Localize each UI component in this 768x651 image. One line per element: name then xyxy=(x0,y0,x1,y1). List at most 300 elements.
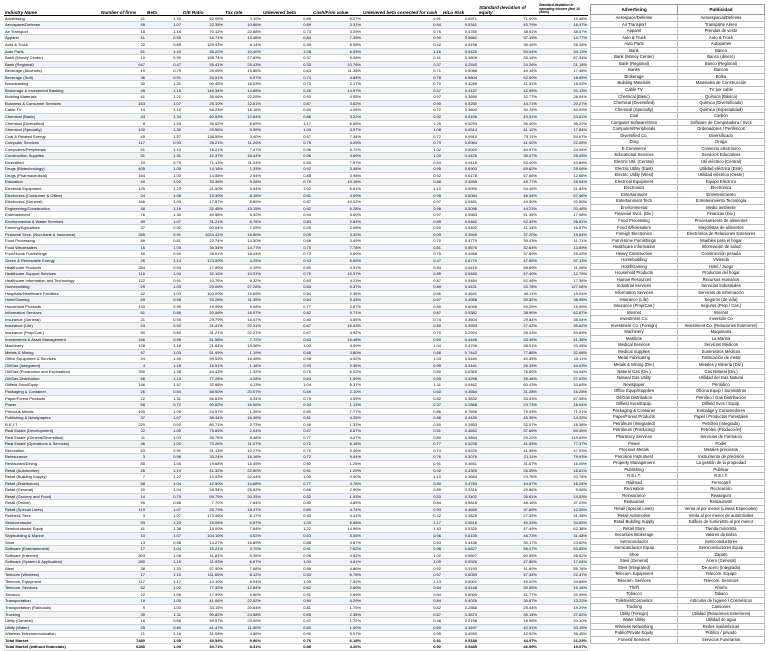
cell-hilo-risk[interactable]: 0.5616 xyxy=(442,519,478,526)
cell-industry[interactable]: Telecom (Wireless) xyxy=(4,572,100,579)
translation-cell-english[interactable]: Information Services xyxy=(591,289,678,296)
cell-unlevered-beta-cash[interactable]: 0.95 xyxy=(362,192,442,199)
translation-cell-spanish[interactable]: Ordenadores / Periféricos xyxy=(678,126,765,133)
translation-cell-spanish[interactable]: Ahorro xyxy=(678,584,765,591)
translation-cell-english[interactable]: Human Resources xyxy=(591,276,678,283)
cell-tax-rate[interactable]: 8.48% xyxy=(224,434,262,441)
cell-sd-opinc[interactable]: 16.09% xyxy=(538,460,588,467)
cell-industry[interactable]: Telecom. Equipment xyxy=(4,578,100,585)
cell-tax-rate[interactable]: 18.16% xyxy=(224,107,262,114)
cell-de-ratio[interactable]: 24.51% xyxy=(182,74,224,81)
cell-tax-rate[interactable]: 11.07% xyxy=(224,441,262,448)
cell-hilo-risk[interactable]: 0.5420 xyxy=(442,48,478,55)
cell-sd-opinc[interactable]: 20.45% xyxy=(538,343,588,350)
cell-hilo-risk[interactable]: 0.2868 xyxy=(442,605,478,612)
cell-industry[interactable]: Drugs (Biotechnology) xyxy=(4,166,100,173)
cell-hilo-risk[interactable]: 0.6000 xyxy=(442,146,478,153)
cell-sd-opinc[interactable]: 34.68% xyxy=(538,578,588,585)
translation-cell-english[interactable]: Retail Automotive xyxy=(591,512,678,519)
translation-cell-spanish[interactable]: Servicios Funerarios xyxy=(678,636,765,643)
cell-cash-firm-value[interactable]: 1.00% xyxy=(312,624,362,631)
cell-hilo-risk[interactable]: 0.6514 xyxy=(442,127,478,134)
translation-cell-english[interactable]: Electrical Equipment xyxy=(591,178,678,185)
cell-firms[interactable]: 10 xyxy=(100,532,146,539)
cell-firms[interactable]: 164 xyxy=(100,172,146,179)
cell-firms[interactable]: 40 xyxy=(100,179,146,186)
cell-cash-firm-value[interactable]: 7.77% xyxy=(312,408,362,415)
translation-cell-english[interactable]: Retail (Special Lines) xyxy=(591,506,678,513)
translation-cell-english[interactable]: Medical Services xyxy=(591,342,678,349)
cell-industry[interactable]: Investments & Asset Management xyxy=(4,336,100,343)
cell-cash-firm-value[interactable]: 7.62% xyxy=(312,546,362,553)
cell-unlevered-beta-cash[interactable]: 0.56 xyxy=(362,532,442,539)
cell-unlevered-beta-cash[interactable]: 0.94 xyxy=(362,22,442,29)
cell-de-ratio[interactable]: 19.39% xyxy=(182,192,224,199)
cell-cash-firm-value[interactable]: 6.28% xyxy=(312,205,362,212)
cell-industry[interactable]: Food Processing xyxy=(4,238,100,245)
cell-unlevered-beta-cash[interactable]: 1.17 xyxy=(362,519,442,526)
cell-cash-firm-value[interactable]: 3.47% xyxy=(312,434,362,441)
cell-firms[interactable]: 24 xyxy=(100,356,146,363)
cell-sd-opinc[interactable]: 20.13% xyxy=(538,87,588,94)
cell-sd-opinc[interactable]: 54.67% xyxy=(538,133,588,140)
cell-sd-opinc[interactable]: 12.66% xyxy=(538,172,588,179)
cell-tax-rate[interactable]: 4.28% xyxy=(224,375,262,382)
cell-de-ratio[interactable]: 29.05% xyxy=(182,68,224,75)
cell-cash-firm-value[interactable]: 6.02% xyxy=(312,369,362,376)
cell-beta[interactable]: 1.17 xyxy=(146,578,182,585)
translation-cell-spanish[interactable]: Artículos de higiene / Cosméticos xyxy=(678,597,765,604)
cell-tax-rate[interactable]: 5.92% xyxy=(224,212,262,219)
cell-de-ratio[interactable]: 31.13% xyxy=(182,447,224,454)
cell-beta[interactable]: 1.13 xyxy=(146,375,182,382)
cell-unlevered-beta[interactable]: 0.81 xyxy=(262,415,312,422)
cell-hilo-risk[interactable]: 0.3402 xyxy=(442,493,478,500)
cell-unlevered-beta-cash[interactable]: 1.02 xyxy=(362,552,442,559)
cell-industry[interactable]: Total Market xyxy=(4,637,100,644)
cell-beta[interactable]: 1.18 xyxy=(146,343,182,350)
cell-sd-opinc[interactable]: 14.77% xyxy=(538,35,588,42)
cell-industry[interactable]: Brokerage & Investment Banking xyxy=(4,87,100,94)
translation-cell-english[interactable]: Precious Metals xyxy=(591,447,678,454)
cell-de-ratio[interactable]: 41.32% xyxy=(182,467,224,474)
cell-sd-equity[interactable]: 26.33% xyxy=(478,362,538,369)
cell-hilo-risk[interactable]: 0.5480 xyxy=(442,271,478,278)
translation-cell-english[interactable]: Air Transport xyxy=(591,21,678,28)
cell-unlevered-beta-cash[interactable]: 0.95 xyxy=(362,166,442,173)
cell-de-ratio[interactable]: 15.21% xyxy=(182,546,224,553)
cell-de-ratio[interactable]: 111.65% xyxy=(182,572,224,579)
cell-tax-rate[interactable]: 6.04% xyxy=(224,578,262,585)
cell-tax-rate[interactable]: 6.87% xyxy=(224,519,262,526)
cell-industry[interactable]: Trucking xyxy=(4,611,100,618)
cell-industry[interactable]: Oilfield Svcs/Equip. xyxy=(4,382,100,389)
cell-cash-firm-value[interactable]: 7.97% xyxy=(312,159,362,166)
cell-unlevered-beta-cash[interactable]: 0.74 xyxy=(362,447,442,454)
cell-firms[interactable]: 146 xyxy=(100,382,146,389)
cell-sd-opinc[interactable]: 28.04% xyxy=(538,94,588,101)
cell-sd-opinc[interactable]: 77.37% xyxy=(538,441,588,448)
cell-tax-rate[interactable]: 27.89% xyxy=(224,55,262,62)
cell-unlevered-beta-cash[interactable]: 0.37 xyxy=(362,61,442,68)
cell-hilo-risk[interactable]: 0.5482 xyxy=(442,218,478,225)
cell-unlevered-beta[interactable]: 0.64 xyxy=(262,297,312,304)
cell-sd-equity[interactable]: 77.88% xyxy=(478,349,538,356)
cell-unlevered-beta-cash[interactable]: 0.89 xyxy=(362,284,442,291)
cell-sd-opinc[interactable]: 11.71% xyxy=(538,238,588,245)
translation-cell-english[interactable]: Electric Utility (East) xyxy=(591,165,678,172)
cell-sd-opinc[interactable]: 19.64% xyxy=(538,231,588,238)
cell-de-ratio[interactable]: 73.26% xyxy=(182,441,224,448)
cell-unlevered-beta[interactable]: 0.80 xyxy=(262,264,312,271)
cell-hilo-risk[interactable]: 0.5604 xyxy=(442,74,478,81)
cell-de-ratio[interactable]: 14.10% xyxy=(182,578,224,585)
cell-unlevered-beta[interactable]: 0.34 xyxy=(262,402,312,409)
cell-de-ratio[interactable]: 16.71% xyxy=(182,35,224,42)
cell-beta[interactable]: 0.79 xyxy=(146,159,182,166)
cell-tax-rate[interactable]: 14.50% xyxy=(224,238,262,245)
cell-hilo-risk[interactable]: 0.4426 xyxy=(442,153,478,160)
cell-unlevered-beta-cash[interactable]: 0.47 xyxy=(362,87,442,94)
translation-cell-english[interactable]: Recreation xyxy=(591,486,678,493)
cell-beta[interactable]: 0.92 xyxy=(146,323,182,330)
cell-unlevered-beta-cash[interactable]: 0.91 xyxy=(362,460,442,467)
cell-cash-firm-value[interactable]: 4.09% xyxy=(312,343,362,350)
translation-cell-english[interactable]: Tobacco xyxy=(591,591,678,598)
cell-sd-opinc[interactable]: 31.48% xyxy=(538,532,588,539)
translation-cell-english[interactable]: Thrift xyxy=(591,584,678,591)
cell-unlevered-beta-cash[interactable]: 0.97 xyxy=(362,199,442,206)
translation-cell-english[interactable]: Drug xyxy=(591,139,678,146)
cell-industry[interactable]: Insurance (Prop/Cas.) xyxy=(4,330,100,337)
cell-unlevered-beta-cash[interactable]: 0.60 xyxy=(362,225,442,232)
cell-industry[interactable]: Chemical (Basic) xyxy=(4,113,100,120)
cell-tax-rate[interactable]: 10.40% xyxy=(224,48,262,55)
cell-firms[interactable]: 26 xyxy=(100,388,146,395)
cell-tax-rate[interactable]: 6.14% xyxy=(224,41,262,48)
cell-de-ratio[interactable]: 10.76% xyxy=(182,277,224,284)
cell-unlevered-beta-cash[interactable]: 0.92 xyxy=(362,172,442,179)
cell-beta[interactable]: 0.95 xyxy=(146,336,182,343)
cell-hilo-risk[interactable]: 0.3809 xyxy=(442,55,478,62)
cell-de-ratio[interactable]: 59.53% xyxy=(182,356,224,363)
cell-cash-firm-value[interactable]: 3.22% xyxy=(312,113,362,120)
cell-firms[interactable]: 24 xyxy=(100,323,146,330)
cell-hilo-risk[interactable]: 0.6770 xyxy=(442,258,478,265)
cell-sd-opinc[interactable]: 20.27% xyxy=(538,100,588,107)
cell-tax-rate[interactable]: 16.44% xyxy=(224,153,262,160)
cell-hilo-risk[interactable]: 0.6607 xyxy=(442,552,478,559)
cell-hilo-risk[interactable]: 0.3684 xyxy=(442,474,478,481)
cell-cash-firm-value[interactable]: 1.75% xyxy=(312,605,362,612)
cell-unlevered-beta[interactable]: 0.84 xyxy=(262,35,312,42)
cell-sd-opinc[interactable]: 14.53% xyxy=(538,493,588,500)
cell-unlevered-beta-cash[interactable]: 1.10 xyxy=(362,186,442,193)
cell-hilo-risk[interactable]: 0.6105 xyxy=(442,532,478,539)
cell-sd-equity[interactable]: 41.14% xyxy=(478,225,538,232)
cell-unlevered-beta[interactable]: 0.53 xyxy=(262,532,312,539)
cell-de-ratio[interactable]: 84.43% xyxy=(182,369,224,376)
translation-cell-spanish[interactable]: Gas Natural (Div.) xyxy=(678,368,765,375)
cell-beta[interactable]: 0.91 xyxy=(146,447,182,454)
cell-hilo-risk[interactable]: 0.5990 xyxy=(442,186,478,193)
cell-industry[interactable]: Advertising xyxy=(4,15,100,22)
cell-cash-firm-value[interactable]: 7.39% xyxy=(312,35,362,42)
translation-cell-english[interactable]: Oilfield Svcs/Equip. xyxy=(591,401,678,408)
cell-hilo-risk[interactable]: 0.3076 xyxy=(442,454,478,461)
translation-cell-english[interactable]: Oil/Gas Distribution xyxy=(591,394,678,401)
cell-hilo-risk[interactable]: 0.4930 xyxy=(442,631,478,638)
cell-de-ratio[interactable]: 16.21% xyxy=(182,146,224,153)
cell-sd-equity[interactable]: 18.98% xyxy=(478,618,538,625)
cell-tax-rate[interactable]: 16.48% xyxy=(224,356,262,363)
translation-cell-spanish[interactable]: Utilidad eléctrica (Este) xyxy=(678,165,765,172)
cell-unlevered-beta[interactable]: 0.73 xyxy=(262,251,312,258)
cell-unlevered-beta[interactable]: 0.91 xyxy=(262,546,312,553)
cell-unlevered-beta[interactable]: 0.59 xyxy=(262,388,312,395)
cell-beta[interactable]: 1.00 xyxy=(146,428,182,435)
cell-beta[interactable]: 1.05 xyxy=(146,408,182,415)
cell-de-ratio[interactable]: 1024.42% xyxy=(182,231,224,238)
cell-firms[interactable]: 88 xyxy=(100,480,146,487)
cell-cash-firm-value[interactable]: 2.35% xyxy=(312,362,362,369)
cell-de-ratio[interactable]: 20.06% xyxy=(182,310,224,317)
cell-de-ratio[interactable]: 80.71% xyxy=(182,421,224,428)
cell-unlevered-beta-cash[interactable]: 0.82 xyxy=(362,605,442,612)
cell-industry[interactable]: Software (Internet) xyxy=(4,552,100,559)
cell-cash-firm-value[interactable]: 4.87% xyxy=(312,539,362,546)
cell-beta[interactable]: 1.05 xyxy=(146,637,182,644)
cell-firms[interactable]: 50 xyxy=(100,330,146,337)
cell-sd-opinc[interactable]: 36.45% xyxy=(538,631,588,638)
cell-sd-equity[interactable]: 47.49% xyxy=(478,526,538,533)
cell-unlevered-beta-cash[interactable]: 0.57 xyxy=(362,572,442,579)
cell-unlevered-beta[interactable]: 0.75 xyxy=(262,140,312,147)
translation-cell-english[interactable]: Aerospace/Defense xyxy=(591,15,678,22)
cell-cash-firm-value[interactable]: 2.69% xyxy=(312,591,362,598)
cell-firms[interactable]: 26 xyxy=(100,258,146,265)
translation-cell-english[interactable]: Petroleum (Producing) xyxy=(591,427,678,434)
cell-unlevered-beta[interactable]: 0.80 xyxy=(262,500,312,507)
translation-cell-spanish[interactable]: Electrónica xyxy=(678,185,765,192)
translation-cell-spanish[interactable]: Poder xyxy=(678,440,765,447)
cell-de-ratio[interactable]: 17.89% xyxy=(182,264,224,271)
cell-hilo-risk[interactable]: 0.4568 xyxy=(442,251,478,258)
translation-cell-spanish[interactable]: Telecom. Servicios xyxy=(678,578,765,585)
cell-sd-opinc[interactable]: 38.57% xyxy=(538,28,588,35)
cell-de-ratio[interactable]: 16.51% xyxy=(182,362,224,369)
cell-tax-rate[interactable]: 1.16% xyxy=(224,362,262,369)
cell-industry[interactable]: Financial Svcs. (Non-bank & Insurance) xyxy=(4,231,100,238)
cell-beta[interactable]: 0.91 xyxy=(146,277,182,284)
cell-sd-equity[interactable]: 41.51% xyxy=(478,81,538,88)
translation-cell-spanish[interactable]: Oficina Equip / Suministros xyxy=(678,388,765,395)
cell-tax-rate[interactable]: 7.72% xyxy=(224,336,262,343)
cell-unlevered-beta[interactable]: 0.88 xyxy=(262,565,312,572)
cell-unlevered-beta-cash[interactable]: 0.51 xyxy=(362,428,442,435)
translation-cell-spanish[interactable]: Servicios Educativos xyxy=(678,152,765,159)
cell-sd-equity[interactable]: 39.43% xyxy=(478,238,538,245)
cell-beta[interactable]: 0.92 xyxy=(146,225,182,232)
cell-unlevered-beta-cash[interactable]: 0.81 xyxy=(362,637,442,644)
cell-industry[interactable]: Transportation (Railroads) xyxy=(4,605,100,612)
cell-unlevered-beta-cash[interactable]: 0.76 xyxy=(362,28,442,35)
cell-unlevered-beta-cash[interactable]: 0.72 xyxy=(362,107,442,114)
translation-cell-english[interactable]: Chemical (Diversified) xyxy=(591,100,678,107)
cell-unlevered-beta[interactable]: 0.73 xyxy=(262,81,312,88)
cell-tax-rate[interactable]: 22.31% xyxy=(224,323,262,330)
cell-unlevered-beta[interactable]: 0.63 xyxy=(262,68,312,75)
cell-sd-equity[interactable]: 27.39% xyxy=(478,513,538,520)
translation-cell-spanish[interactable]: Bolsa xyxy=(678,73,765,80)
cell-industry[interactable]: Real Estate (Development) xyxy=(4,428,100,435)
cell-sd-equity[interactable]: 51.36% xyxy=(478,212,538,219)
cell-sd-opinc[interactable]: 16.28% xyxy=(538,388,588,395)
cell-sd-equity[interactable]: 56.07% xyxy=(478,546,538,553)
cell-cash-firm-value[interactable]: 1.33% xyxy=(312,421,362,428)
cell-beta[interactable]: 1.34 xyxy=(146,15,182,22)
cell-cash-firm-value[interactable]: 2.98% xyxy=(312,225,362,232)
cell-industry[interactable]: Reinsurance xyxy=(4,454,100,461)
cell-unlevered-beta[interactable]: 0.70 xyxy=(262,447,312,454)
cell-industry[interactable]: Retail (General) xyxy=(4,487,100,494)
cell-sd-opinc[interactable]: 33.15% xyxy=(538,624,588,631)
cell-sd-equity[interactable]: 41.69% xyxy=(478,565,538,572)
cell-tax-rate[interactable]: 15.15% xyxy=(224,205,262,212)
cell-industry[interactable]: Beverage (Alcoholic) xyxy=(4,68,100,75)
cell-tax-rate[interactable]: 12.84% xyxy=(224,113,262,120)
cell-unlevered-beta[interactable]: 0.73 xyxy=(262,28,312,35)
cell-tax-rate[interactable]: 25.43% xyxy=(224,61,262,68)
cell-de-ratio[interactable]: 21.41% xyxy=(182,323,224,330)
translation-cell-english[interactable]: Restaurant xyxy=(591,499,678,506)
cell-beta[interactable]: 1.10 xyxy=(146,146,182,153)
cell-hilo-risk[interactable]: 0.4305 xyxy=(442,467,478,474)
cell-hilo-risk[interactable]: 0.3829 xyxy=(442,513,478,520)
cell-tax-rate[interactable]: 23.00% xyxy=(224,618,262,625)
cell-unlevered-beta-cash[interactable]: 0.92 xyxy=(362,467,442,474)
cell-sd-opinc[interactable]: 31.48% xyxy=(538,513,588,520)
translation-cell-english[interactable]: Toiletries/Cosmetics xyxy=(591,597,678,604)
translation-cell-english[interactable]: Auto & Truck xyxy=(591,34,678,41)
cell-tax-rate[interactable]: 16.57% xyxy=(224,310,262,317)
cell-unlevered-beta-cash[interactable]: 0.47 xyxy=(362,258,442,265)
cell-beta[interactable]: 1.34 xyxy=(146,113,182,120)
cell-unlevered-beta[interactable]: 0.48 xyxy=(262,421,312,428)
cell-beta[interactable]: 1.22 xyxy=(146,474,182,481)
cell-hilo-risk[interactable]: 0.5676 xyxy=(442,244,478,251)
translation-cell-spanish[interactable]: Mayoristas de alimentos xyxy=(678,224,765,231)
cell-hilo-risk[interactable]: 0.3497 xyxy=(442,624,478,631)
cell-industry[interactable]: Hospitals/Healthcare Facilities xyxy=(4,290,100,297)
translation-cell-spanish[interactable]: Recreación xyxy=(678,486,765,493)
cell-firms[interactable]: 24 xyxy=(100,192,146,199)
cell-cash-firm-value[interactable]: 3.31% xyxy=(312,22,362,29)
cell-firms[interactable]: 254 xyxy=(100,264,146,271)
cell-industry[interactable]: Paper/Forest Products xyxy=(4,395,100,402)
translation-cell-spanish[interactable]: Entretenimiento xyxy=(678,191,765,198)
cell-beta[interactable]: 1.57 xyxy=(146,382,182,389)
translation-cell-spanish[interactable]: Comercio electrónico xyxy=(678,145,765,152)
cell-de-ratio[interactable]: 174.59% xyxy=(182,258,224,265)
cell-tax-rate[interactable]: 10.31% xyxy=(224,271,262,278)
cell-beta[interactable]: 1.08 xyxy=(146,192,182,199)
translation-cell-english[interactable]: Metal Fabricating xyxy=(591,355,678,362)
cell-industry[interactable]: Furn/Home Furnishings xyxy=(4,251,100,258)
cell-cash-firm-value[interactable]: 3.97% xyxy=(312,127,362,134)
cell-hilo-risk[interactable]: 0.6416 xyxy=(442,264,478,271)
translation-cell-english[interactable]: Apparel xyxy=(591,28,678,35)
cell-industry[interactable]: Transportation xyxy=(4,598,100,605)
cell-sd-equity[interactable]: 43.01% xyxy=(478,113,538,120)
cell-firms[interactable]: 17 xyxy=(100,572,146,579)
cell-unlevered-beta[interactable]: 0.80 xyxy=(262,408,312,415)
cell-cash-firm-value[interactable]: 6.61% xyxy=(312,186,362,193)
translation-cell-spanish[interactable]: Valores de Bolsa xyxy=(678,532,765,539)
cell-tax-rate[interactable]: 22.29% xyxy=(224,94,262,101)
cell-unlevered-beta[interactable]: 0.87 xyxy=(262,199,312,206)
cell-unlevered-beta[interactable]: 0.68 xyxy=(262,349,312,356)
cell-industry[interactable]: Building Materials xyxy=(4,94,100,101)
cell-de-ratio[interactable]: 32.16% xyxy=(182,271,224,278)
cell-tax-rate[interactable]: 11.35% xyxy=(224,297,262,304)
cell-cash-firm-value[interactable]: 4.05% xyxy=(312,94,362,101)
cell-hilo-risk[interactable]: 0.6971 xyxy=(442,15,478,22)
cell-beta[interactable]: 1.10 xyxy=(146,572,182,579)
cell-unlevered-beta[interactable]: 1.09 xyxy=(262,474,312,481)
cell-unlevered-beta[interactable]: 0.72 xyxy=(262,454,312,461)
translation-cell-english[interactable]: Publishing xyxy=(591,466,678,473)
cell-firms[interactable]: 3 xyxy=(100,454,146,461)
cell-sd-equity[interactable]: 30.76% xyxy=(478,107,538,114)
cell-de-ratio[interactable]: 25.73% xyxy=(182,506,224,513)
cell-industry[interactable]: Precious Metals xyxy=(4,408,100,415)
cell-industry[interactable]: Office Equipment & Services xyxy=(4,356,100,363)
cell-firms[interactable]: 41 xyxy=(100,526,146,533)
cell-unlevered-beta[interactable]: 0.83 xyxy=(262,218,312,225)
cell-unlevered-beta[interactable]: 0.37 xyxy=(262,55,312,62)
cell-beta[interactable]: 1.07 xyxy=(146,22,182,29)
cell-sd-opinc[interactable]: 43.89% xyxy=(538,159,588,166)
cell-sd-opinc[interactable]: 16.47% xyxy=(538,22,588,29)
cell-de-ratio[interactable]: 42.50% xyxy=(182,480,224,487)
cell-unlevered-beta[interactable]: 0.39 xyxy=(262,41,312,48)
cell-sd-equity[interactable]: 44.87% xyxy=(478,480,538,487)
cell-de-ratio[interactable]: 70.12% xyxy=(182,28,224,35)
cell-unlevered-beta-cash[interactable]: 0.81 xyxy=(362,244,442,251)
cell-sd-equity[interactable]: 47.85% xyxy=(478,559,538,566)
cell-cash-firm-value[interactable]: 3.62% xyxy=(312,100,362,107)
cell-de-ratio[interactable]: 14.27% xyxy=(182,539,224,546)
cell-cash-firm-value[interactable]: 9.08% xyxy=(312,55,362,62)
cell-unlevered-beta[interactable]: 0.47 xyxy=(262,428,312,435)
cell-industry[interactable]: Air Transport xyxy=(4,28,100,35)
cell-tax-rate[interactable]: 5.35% xyxy=(224,552,262,559)
cell-sd-opinc[interactable]: 20.39% xyxy=(538,591,588,598)
cell-firms[interactable]: 133 xyxy=(100,303,146,310)
cell-tax-rate[interactable]: 8.31% xyxy=(224,644,262,651)
cell-sd-opinc[interactable]: 19.29% xyxy=(538,605,588,612)
cell-unlevered-beta-cash[interactable]: 1.11 xyxy=(362,382,442,389)
cell-de-ratio[interactable]: 42.37% xyxy=(182,153,224,160)
cell-unlevered-beta-cash[interactable]: 0.79 xyxy=(362,140,442,147)
cell-unlevered-beta[interactable]: 0.86 xyxy=(262,487,312,494)
translation-cell-english[interactable]: Telecom. Services xyxy=(591,578,678,585)
cell-cash-firm-value[interactable]: 6.56% xyxy=(312,120,362,127)
translation-cell-english[interactable]: Machinery xyxy=(591,329,678,336)
cell-firms[interactable]: 45 xyxy=(100,133,146,140)
cell-industry[interactable]: Business & Consumer Services xyxy=(4,100,100,107)
